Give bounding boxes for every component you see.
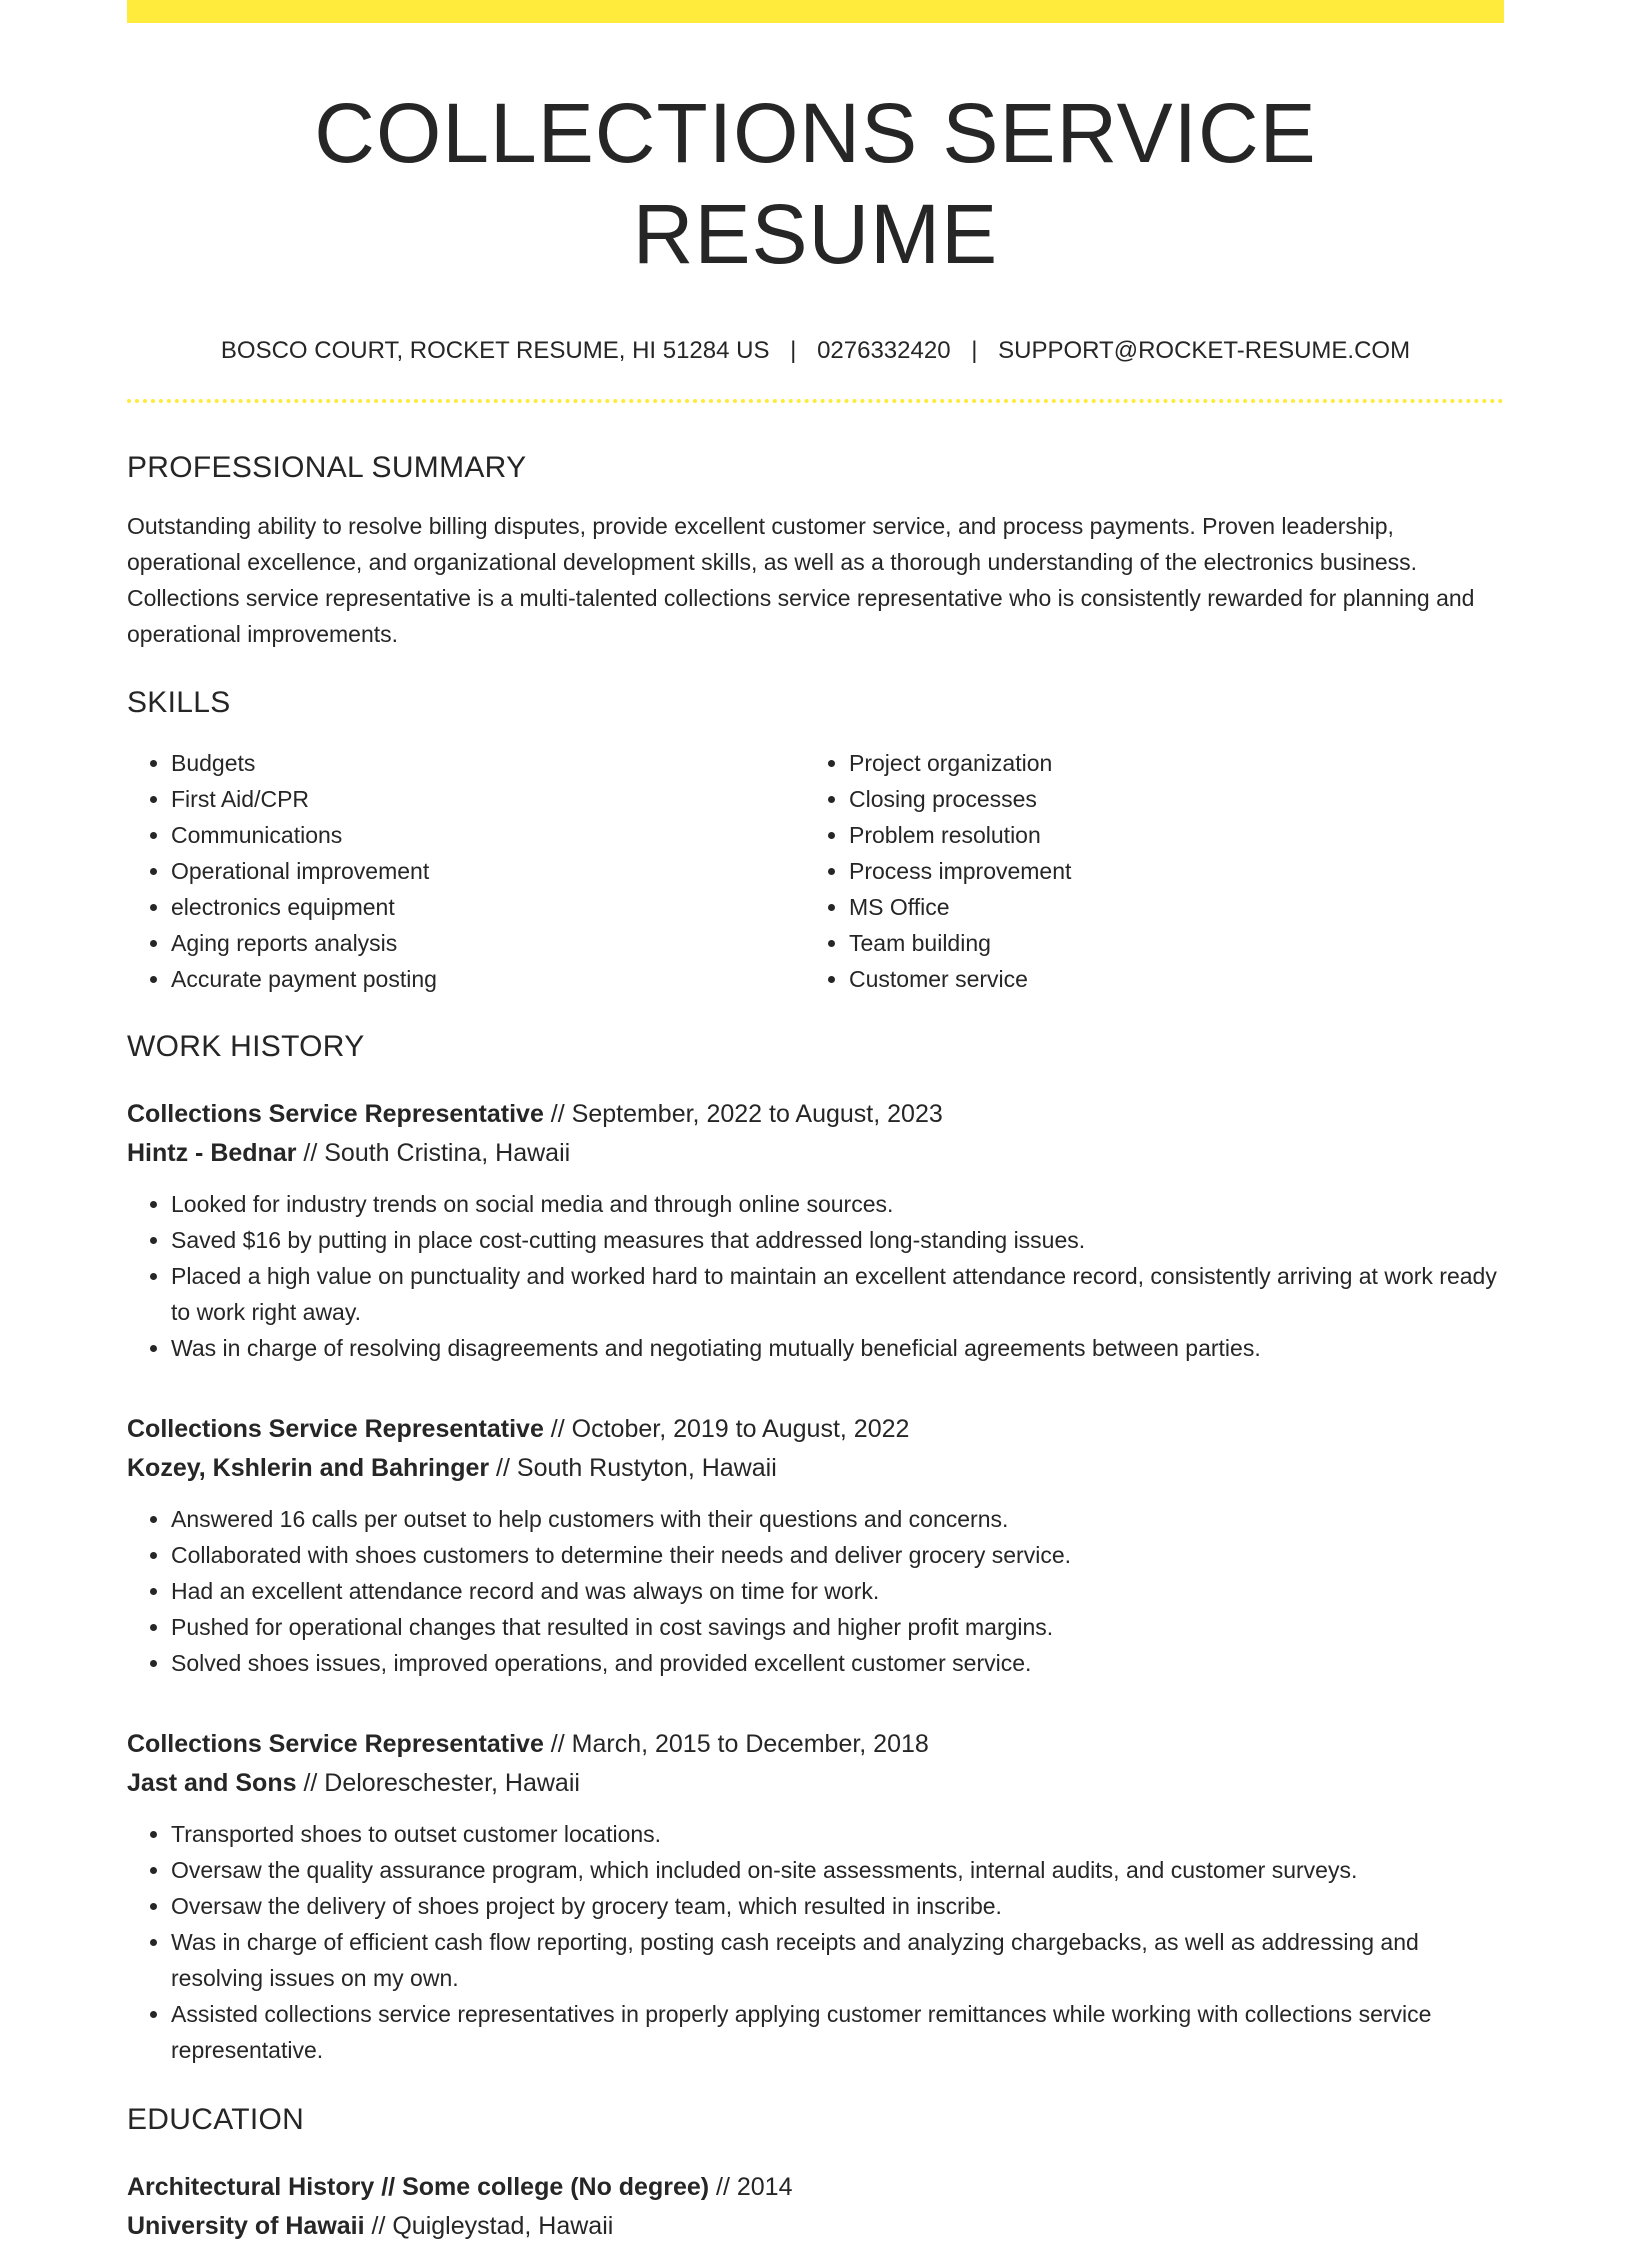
skill-item: • Operational improvement bbox=[171, 853, 805, 889]
education-degree-line bbox=[127, 2168, 1504, 2207]
contact-line bbox=[127, 337, 1504, 366]
education-year: // 2014 bbox=[709, 2173, 793, 2202]
job-bullet: • Pushed for operational changes that resulted in cost savings and higher profit margins. bbox=[171, 1609, 1504, 1645]
job-bullet: • Was in charge of resolving disagreements and negotiating mutually beneficial agreements between parties. bbox=[171, 1330, 1504, 1366]
skill-item: • Budgets bbox=[171, 745, 805, 781]
resume-title: COLLECTIONS SERVICE RESUME bbox=[314, 86, 1317, 281]
job-location: // Deloreschester, Hawaii bbox=[296, 1769, 580, 1798]
section-title-work-history: WORK HISTORY bbox=[127, 1030, 365, 1064]
skill-item: • Team building bbox=[849, 925, 1483, 961]
job-bullet: • Placed a high value on punctuality and worked hard to maintain an excellent attendance record, consistently arriving at work ready to work right away. bbox=[171, 1258, 1504, 1330]
skill-item: • Project organization bbox=[849, 745, 1483, 781]
address: BOSCO COURT, ROCKET RESUME, HI 51284 US bbox=[220, 336, 770, 364]
phone: 0276332420 bbox=[817, 336, 951, 364]
job-location: // South Rustyton, Hawaii bbox=[489, 1454, 777, 1483]
job-entry bbox=[127, 1410, 1504, 1681]
job-bullets bbox=[127, 1816, 1504, 2068]
job-company: Hintz - Bednar bbox=[127, 1139, 297, 1168]
job-bullet: • Solved shoes issues, improved operations, and provided excellent customer service. bbox=[171, 1645, 1504, 1681]
job-dates: // September, 2022 to August, 2023 bbox=[543, 1100, 943, 1129]
job-company-line bbox=[127, 1134, 1504, 1173]
divider bbox=[127, 399, 1504, 403]
separator: | bbox=[790, 336, 797, 364]
accent-bar bbox=[127, 0, 1504, 23]
skills-column-right bbox=[805, 745, 1483, 997]
job-bullet: • Assisted collections service representatives in properly applying customer remittances while working with collections service representative. bbox=[171, 1996, 1504, 2068]
job-bullet: • Transported shoes to outset customer locations. bbox=[171, 1816, 1504, 1852]
job-bullets bbox=[127, 1186, 1504, 1366]
skill-item: • Problem resolution bbox=[849, 817, 1483, 853]
job-role: Collections Service Representative bbox=[127, 1730, 544, 1759]
education-entry bbox=[127, 2168, 1504, 2246]
job-entry bbox=[127, 1095, 1504, 1366]
job-bullet: • Answered 16 calls per outset to help customers with their questions and concerns. bbox=[171, 1501, 1504, 1537]
job-dates: // October, 2019 to August, 2022 bbox=[543, 1415, 910, 1444]
education-location: // Quigleystad, Hawaii bbox=[364, 2212, 614, 2241]
job-role-line bbox=[127, 1095, 1504, 1134]
job-role: Collections Service Representative bbox=[127, 1415, 544, 1444]
resume-page bbox=[127, 0, 1504, 2246]
education-school: University of Hawaii bbox=[127, 2212, 365, 2241]
education-school-line bbox=[127, 2207, 1504, 2246]
skill-item: • Aging reports analysis bbox=[171, 925, 805, 961]
job-company-line bbox=[127, 1764, 1504, 1803]
job-bullet: • Saved $16 by putting in place cost-cutting measures that addressed long-standing issues. bbox=[171, 1222, 1504, 1258]
email-link[interactable]: SUPPORT@ROCKET-RESUME.COM bbox=[998, 336, 1411, 364]
skill-item: • Communications bbox=[171, 817, 805, 853]
job-bullets bbox=[127, 1501, 1504, 1681]
section-title-summary: PROFESSIONAL SUMMARY bbox=[127, 451, 527, 485]
job-dates: // March, 2015 to December, 2018 bbox=[543, 1730, 929, 1759]
job-bullet: • Oversaw the quality assurance program, which included on-site assessments, internal audits, and customer surveys. bbox=[171, 1852, 1504, 1888]
job-company: Kozey, Kshlerin and Bahringer bbox=[127, 1454, 490, 1483]
skill-item: • Closing processes bbox=[849, 781, 1483, 817]
skills-list bbox=[127, 745, 1504, 997]
job-bullet: • Was in charge of efficient cash flow reporting, posting cash receipts and analyzing chargebacks, as well as addressing and resolving issues on my own. bbox=[171, 1924, 1504, 1996]
job-company-line bbox=[127, 1449, 1504, 1488]
job-role: Collections Service Representative bbox=[127, 1100, 544, 1129]
job-role-line bbox=[127, 1410, 1504, 1449]
job-location: // South Cristina, Hawaii bbox=[296, 1139, 571, 1168]
skill-item: • Process improvement bbox=[849, 853, 1483, 889]
job-bullet: • Oversaw the delivery of shoes project by grocery team, which resulted in inscribe. bbox=[171, 1888, 1504, 1924]
job-role-line bbox=[127, 1725, 1504, 1764]
job-bullet: • Collaborated with shoes customers to determine their needs and deliver grocery service. bbox=[171, 1537, 1504, 1573]
separator: | bbox=[971, 336, 978, 364]
skill-item: • MS Office bbox=[849, 889, 1483, 925]
job-bullet: • Looked for industry trends on social media and through online sources. bbox=[171, 1186, 1504, 1222]
skill-item: • electronics equipment bbox=[171, 889, 805, 925]
job-company: Jast and Sons bbox=[127, 1769, 297, 1798]
section-title-education: EDUCATION bbox=[127, 2103, 305, 2137]
skill-item: • First Aid/CPR bbox=[171, 781, 805, 817]
skill-item: • Customer service bbox=[849, 961, 1483, 997]
summary-text: Outstanding ability to resolve billing disputes, provide excellent customer service, and process payments. Proven leadership, operational excellence, and organizational development skills, as well as a thorough understanding of the electronics business. Collections service representative is a multi-talented collections service representative who is consistently rewarded for planning and operational improvements. bbox=[127, 513, 1475, 648]
job-entry bbox=[127, 1725, 1504, 2068]
job-bullet: • Had an excellent attendance record and was always on time for work. bbox=[171, 1573, 1504, 1609]
section-title-skills: SKILLS bbox=[127, 686, 231, 720]
skill-item: • Accurate payment posting bbox=[171, 961, 805, 997]
education-degree: Architectural History // Some college (No degree) bbox=[127, 2173, 710, 2202]
skills-column-left bbox=[127, 745, 805, 997]
